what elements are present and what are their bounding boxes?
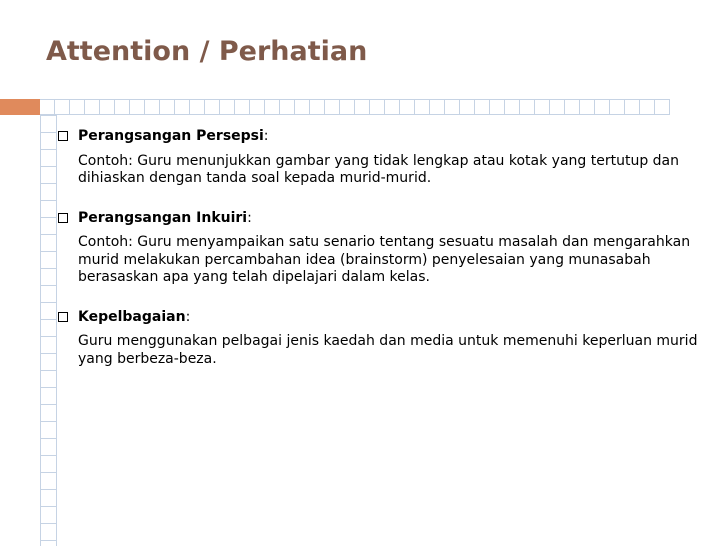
bullet-description: Guru menggunakan pelbagai jenis kaedah dan media untuk memenuhi keperluan murid yang berbeza-beza. [78, 333, 698, 367]
grid-cell [595, 99, 610, 115]
bullet-item-perangsangan-inkuiri [58, 210, 698, 287]
bullet-item-perangsangan-persepsi [58, 128, 698, 188]
grid-cell [160, 99, 175, 115]
square-bullet-icon [58, 131, 68, 141]
grid-cell [490, 99, 505, 115]
grid-cell [550, 99, 565, 115]
bullet-heading [78, 210, 698, 228]
grid-cell [310, 99, 325, 115]
bullet-description: Contoh: Guru menyampaikan satu senario tentang sesuatu masalah dan mengarahkan murid melakukan percambahan idea (brainstorm) penyelesaian yang munasabah berasaskan apa yang telah dipelajari dalam kelas. [78, 234, 691, 285]
slide-content [58, 128, 698, 390]
grid-cell [325, 99, 340, 115]
grid-cell [55, 99, 70, 115]
grid-cell [85, 99, 100, 115]
bullet-description: Contoh: Guru menunjukkan gambar yang tidak lengkap atau kotak yang tertutup dan dihiaskan dengan tanda soal kepada murid-murid. [78, 152, 680, 186]
grid-cell [385, 99, 400, 115]
grid-cell [130, 99, 145, 115]
grid-cell [220, 99, 235, 115]
bullet-heading-suffix: : [185, 308, 191, 325]
bullet-item-kepelbagaian [58, 309, 698, 369]
square-bullet-icon [58, 312, 68, 322]
slide-title: Attention / Perhatian [46, 36, 368, 67]
grid-cell [145, 99, 160, 115]
grid-cell [295, 99, 310, 115]
grid-cell [400, 99, 415, 115]
grid-cell [505, 99, 520, 115]
grid-cell [340, 99, 355, 115]
grid-cell [445, 99, 460, 115]
grid-cell [655, 99, 670, 115]
grid-cell [205, 99, 220, 115]
bullet-heading [78, 128, 698, 146]
grid-cell [70, 99, 85, 115]
decorative-left-strip [40, 115, 57, 546]
grid-cell [40, 99, 55, 115]
bullet-heading [78, 309, 698, 327]
grid-cell [625, 99, 640, 115]
grid-cell [370, 99, 385, 115]
bullet-heading-name: Perangsangan Persepsi [78, 128, 264, 144]
grid-cell [430, 99, 445, 115]
grid-cell [640, 99, 655, 115]
grid-cell [100, 99, 115, 115]
grid-cell [235, 99, 250, 115]
bullet-heading-name: Perangsangan Inkuiri [78, 209, 248, 226]
grid-cell [580, 99, 595, 115]
grid-cell [190, 99, 205, 115]
bullet-heading-suffix: : [263, 128, 269, 144]
decorative-top-strip [0, 99, 670, 115]
grid-cell [250, 99, 265, 115]
grid-cell [355, 99, 370, 115]
grid-cell [475, 99, 490, 115]
grid-cell [115, 99, 130, 115]
square-bullet-icon [58, 213, 68, 223]
grid-cell [520, 99, 535, 115]
bullet-heading-name: Kepelbagaian [78, 308, 186, 325]
grid-cell [175, 99, 190, 115]
accent-block [0, 99, 40, 115]
grid-cell [280, 99, 295, 115]
grid-cell [565, 99, 580, 115]
bullet-heading-suffix: : [247, 209, 252, 226]
grid-cell [460, 99, 475, 115]
grid-cell [265, 99, 280, 115]
grid-cell [415, 99, 430, 115]
grid-cell [610, 99, 625, 115]
grid-cell [535, 99, 550, 115]
